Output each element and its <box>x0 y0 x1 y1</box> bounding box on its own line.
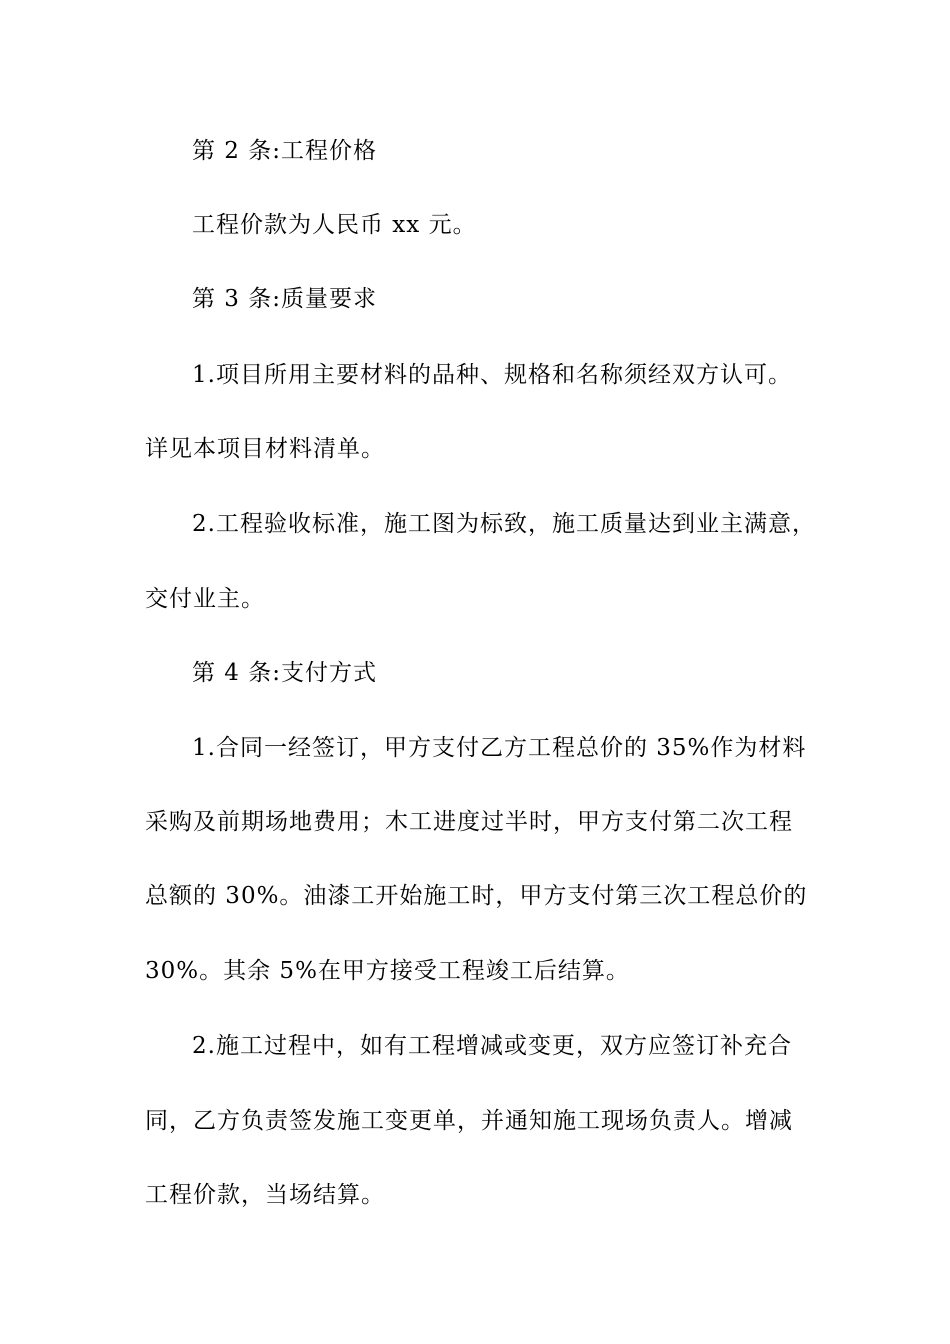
paragraph-line: 1.项目所用主要材料的品种、规格和名称须经双方认可。 <box>192 362 792 388</box>
paragraph-line: 总额的 30%。油漆工开始施工时，甲方支付第三次工程总价的 <box>145 883 808 909</box>
paragraph-line: 2.施工过程中，如有工程增减或变更，双方应签订补充合 <box>192 1033 792 1059</box>
paragraph-line: 采购及前期场地费用；木工进度过半时，甲方支付第二次工程 <box>145 809 793 835</box>
paragraph-line: 2.工程验收标准，施工图为标致，施工质量达到业主满意， <box>192 511 816 537</box>
paragraph-line: 详见本项目材料清单。 <box>145 436 385 462</box>
paragraph-line: 交付业主。 <box>145 586 265 612</box>
article-4-heading: 第 4 条:支付方式 <box>192 660 378 686</box>
paragraph-line: 30%。其余 5%在甲方接受工程竣工后结算。 <box>145 958 630 984</box>
paragraph-line: 同，乙方负责签发施工变更单，并通知施工现场负责人。增减 <box>145 1108 793 1134</box>
paragraph-line: 1.合同一经签订，甲方支付乙方工程总价的 35%作为材料 <box>192 735 807 761</box>
paragraph-line: 工程价款为人民币 xx 元。 <box>192 212 477 238</box>
article-3-heading: 第 3 条:质量要求 <box>192 286 378 312</box>
paragraph-line: 工程价款，当场结算。 <box>145 1182 385 1208</box>
article-2-heading: 第 2 条:工程价格 <box>192 138 378 164</box>
